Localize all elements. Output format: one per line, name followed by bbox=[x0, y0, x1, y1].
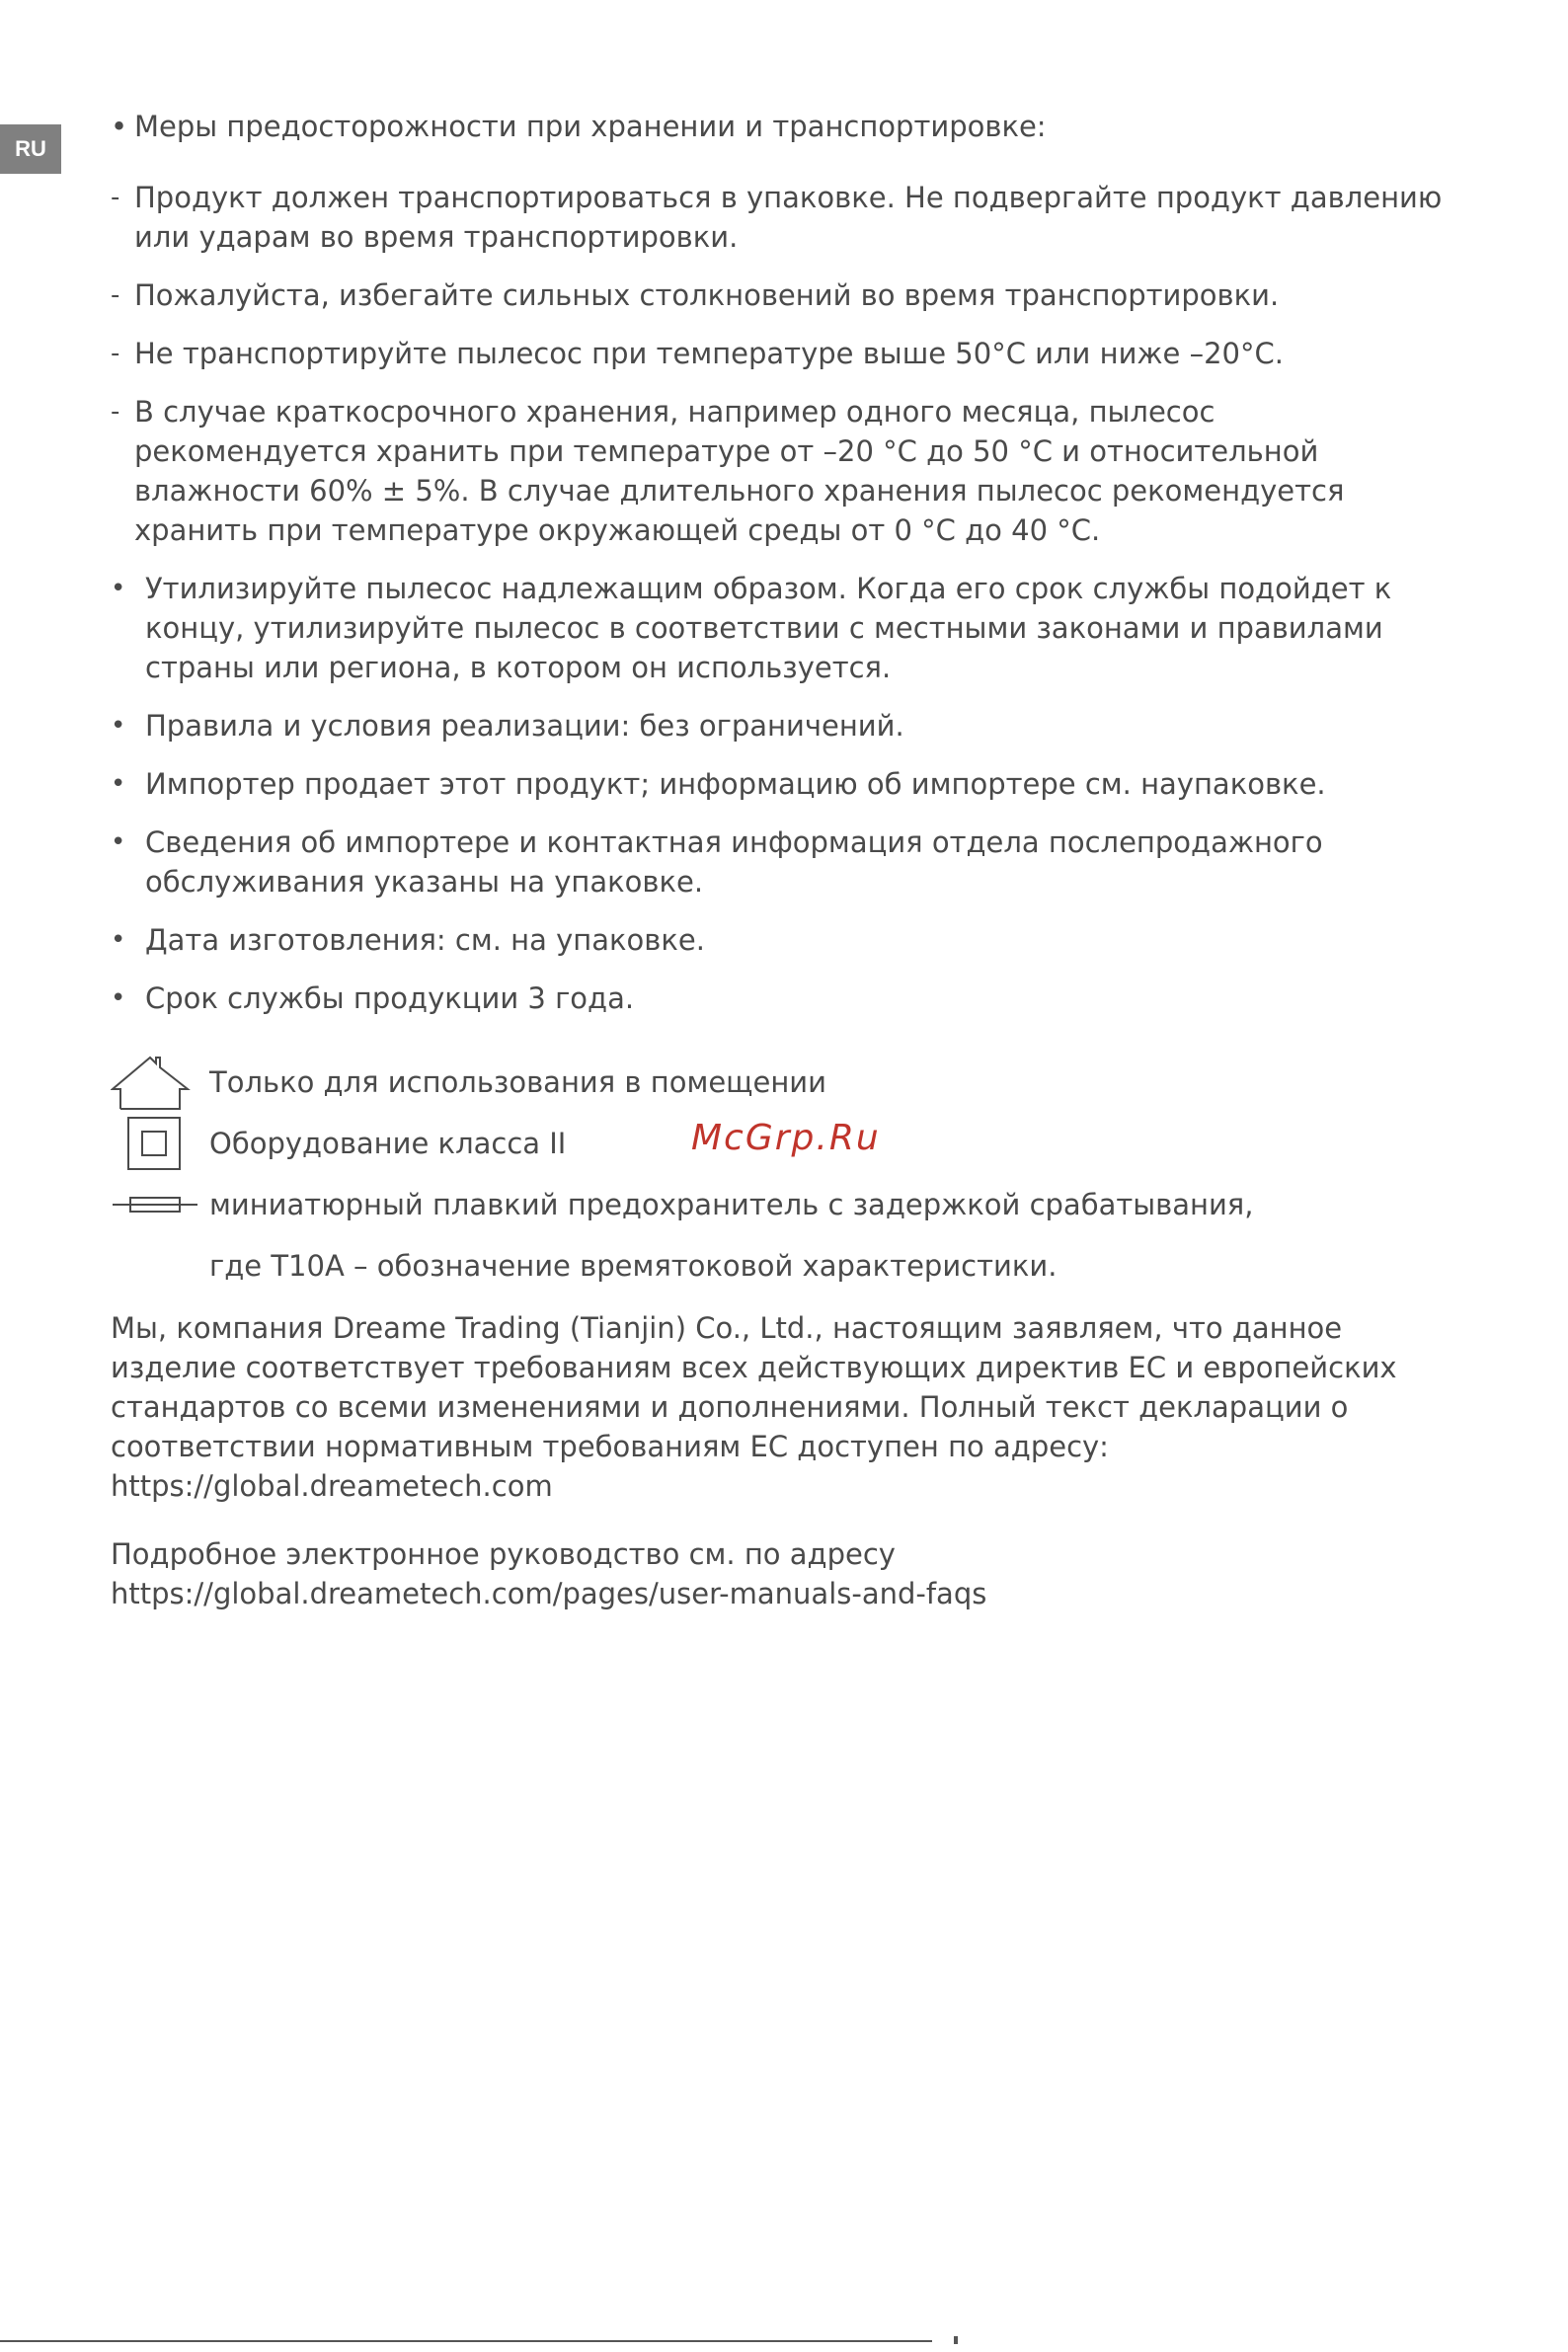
manual-paragraph: Подробное электронное руководство см. по адресу https://global.dreametech.com/pages/user-manuals-and-faqs bbox=[111, 1537, 987, 1610]
info-bullet-text: Сведения об импортере и контактная информация отдела послепродажного обслуживания указаны на упаковке. bbox=[145, 825, 1323, 899]
storage-item bbox=[111, 392, 1444, 550]
storage-heading-text: Меры предосторожности при хранении и транспортировке: bbox=[134, 110, 1047, 143]
info-bullet bbox=[111, 823, 1444, 902]
watermark: McGrp.Ru bbox=[691, 1118, 881, 1158]
bullet-marker: • bbox=[111, 769, 126, 799]
dash-marker: - bbox=[111, 183, 120, 212]
symbol-row-indoor bbox=[111, 1052, 1444, 1113]
bullet-marker: • bbox=[111, 827, 126, 857]
dash-marker: - bbox=[111, 397, 120, 427]
symbol-fuse-text-cont: где T10A – обозначение времятоковой характеристики. bbox=[209, 1249, 1058, 1283]
info-bullet bbox=[111, 979, 1444, 1018]
dash-marker: - bbox=[111, 280, 120, 310]
dash-marker: - bbox=[111, 339, 120, 368]
bullet-marker: • bbox=[111, 574, 126, 603]
bullet-marker: • bbox=[111, 925, 126, 955]
declaration-paragraph: Мы, компания Dreame Trading (Tianjin) Co., Ltd., настоящим заявляем, что данное изделие соответствует требованиям всех действующих директив ЕС и европейских стандартов со всеми изменениями и дополнениями. Полный текст декларации о соответствии нормативным требованиям ЕС доступен по адресу: https://global.dreametech.com bbox=[111, 1311, 1397, 1503]
page-content bbox=[111, 107, 1444, 1613]
bullet-marker: • bbox=[111, 711, 126, 741]
storage-item-text: В случае краткосрочного хранения, например одного месяца, пылесос рекомендуется хранить при температуре от –20 °С до 50 °С и относительной влажности 60% ± 5%. В случае длительного хранения пылесос рекомендуется хранить при температуре окружающей среды от 0 °С до 40 °С. bbox=[134, 395, 1345, 547]
storage-item bbox=[111, 178, 1444, 257]
house-icon bbox=[111, 1052, 196, 1113]
fuse-icon bbox=[111, 1174, 196, 1235]
info-bullet bbox=[111, 764, 1444, 804]
storage-heading bbox=[111, 107, 1444, 146]
info-bullet-text: Правила и условия реализации: без ограничений. bbox=[145, 709, 904, 743]
footer-divider bbox=[0, 2340, 932, 2342]
symbol-class2-text: Оборудование класса II bbox=[209, 1127, 567, 1160]
info-bullet-text: Дата изготовления: см. на упаковке. bbox=[145, 923, 705, 957]
info-bullet bbox=[111, 920, 1444, 960]
symbol-row-fuse-cont bbox=[111, 1235, 1444, 1296]
symbols-legend bbox=[111, 1052, 1444, 1296]
symbol-row-class2 bbox=[111, 1113, 1444, 1174]
symbol-row-fuse bbox=[111, 1174, 1444, 1235]
info-bullet-text: Срок службы продукции 3 года. bbox=[145, 981, 635, 1015]
storage-item bbox=[111, 334, 1444, 373]
info-bullet bbox=[111, 706, 1444, 745]
storage-item-text: Не транспортируйте пылесос при температуре выше 50°C или ниже –20°C. bbox=[134, 337, 1284, 370]
storage-item-text: Продукт должен транспортироваться в упаковке. Не подвергайте продукт давлению или ударам во время транспортировки. bbox=[134, 181, 1443, 254]
info-bullet-text: Утилизируйте пылесос надлежащим образом. Когда его срок службы подойдет к концу, утилизируйте пылесос в соответствии с местными законами и правилами страны или региона, в котором он используется. bbox=[145, 572, 1392, 684]
storage-item bbox=[111, 275, 1444, 315]
bullet-marker: • bbox=[111, 110, 128, 143]
info-bullet bbox=[111, 569, 1444, 687]
symbol-fuse-text: миниатюрный плавкий предохранитель с задержкой срабатывания, bbox=[209, 1188, 1254, 1221]
symbol-indoor-text: Только для использования в помещении bbox=[209, 1065, 826, 1099]
bullet-marker: • bbox=[111, 983, 126, 1013]
storage-item-text: Пожалуйста, избегайте сильных столкновений во время транспортировки. bbox=[134, 278, 1280, 312]
footer-mark bbox=[954, 2336, 958, 2344]
info-bullet-text: Импортер продает этот продукт; информацию об импортере см. наупаковке. bbox=[145, 767, 1326, 801]
class-ii-double-square-icon bbox=[111, 1113, 196, 1174]
language-tab: RU bbox=[0, 124, 61, 174]
